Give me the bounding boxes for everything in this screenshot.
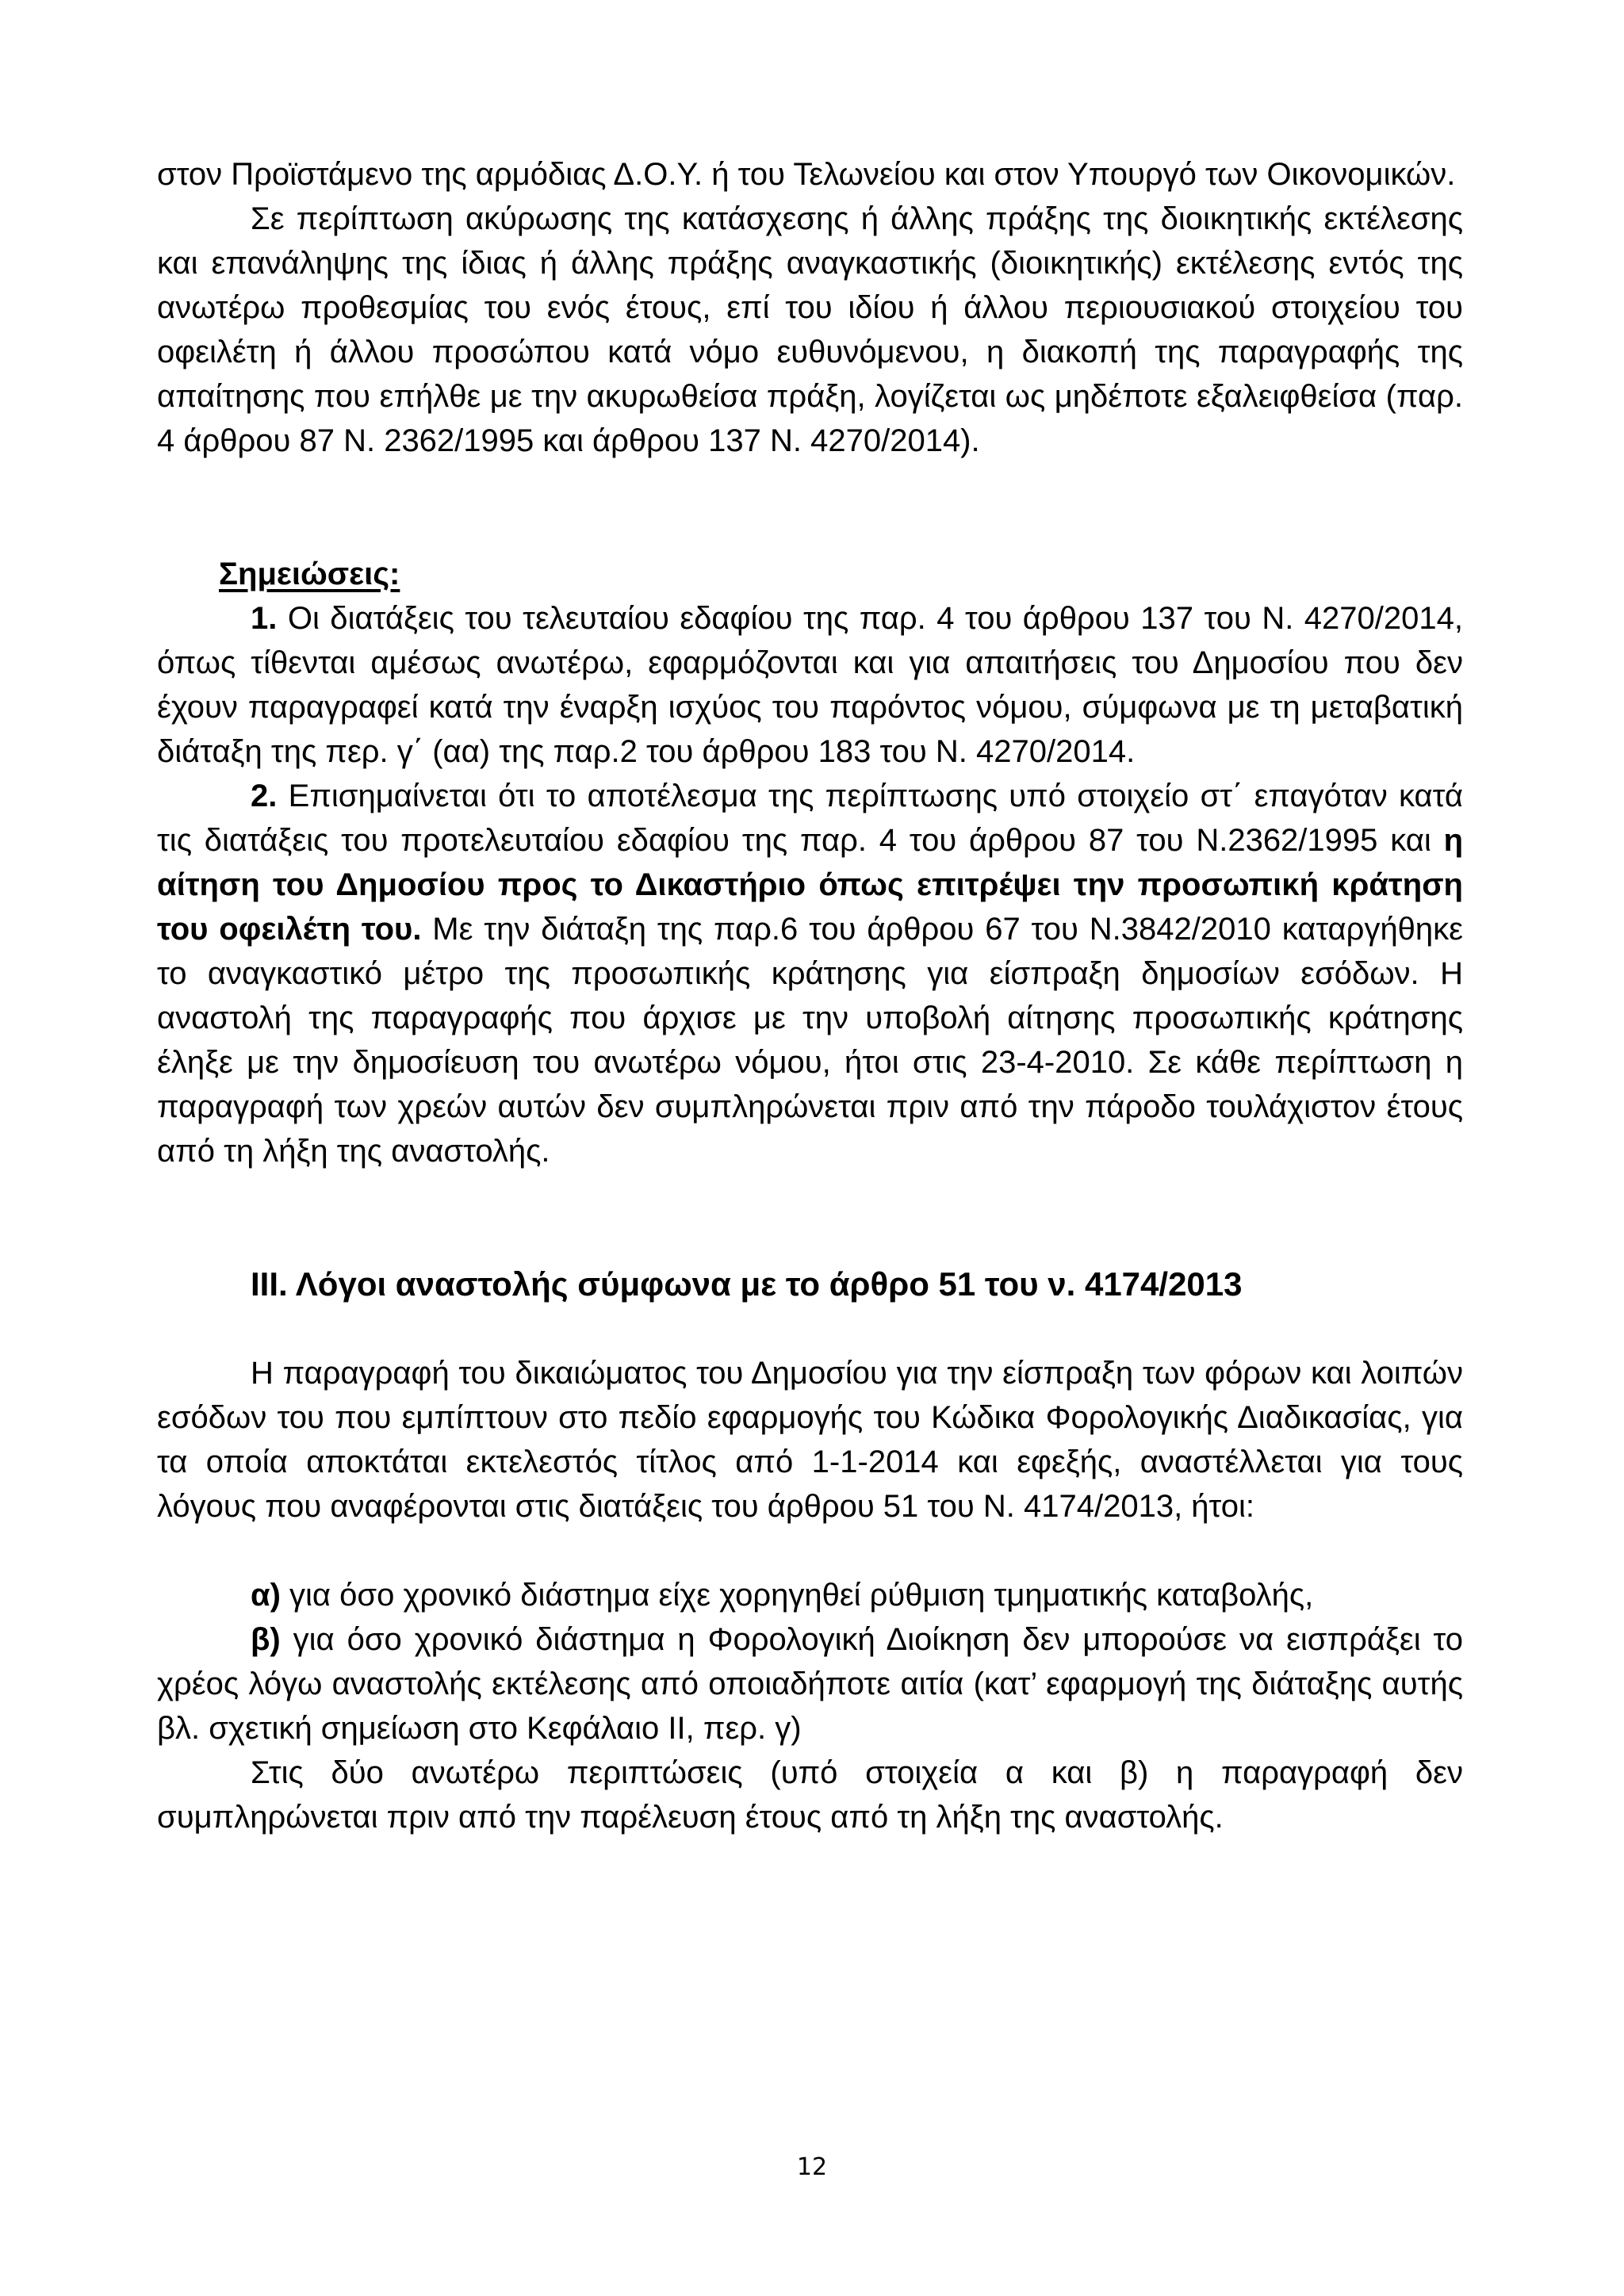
note-1-number: 1. [251,601,278,636]
paragraph-conclusion: Στις δύο ανωτέρω περιπτώσεις (υπό στοιχεία α και β) η παραγραφή δεν συμπληρώνεται πριν από την παρέλευση έτους από τη λήξη της αναστολής. [157,1755,1463,1835]
list-item-b [157,1617,1463,1751]
section-title: ΙΙΙ. Λόγοι αναστολής σύμφωνα με το άρθρο 51 του ν. 4174/2013 [251,1265,1243,1303]
note-2-bold-text: η αίτηση του Δημοσίου προς το Δικαστήριο όπως επιτρέψει την προσωπική κράτηση του οφειλέτη του. [157,823,1463,947]
note-1-text: Οι διατάξεις του τελευταίου εδαφίου της παρ. 4 του άρθρου 137 του Ν. 4270/2014, όπως τίθενται αμέσως ανωτέρω, εφαρμόζονται και για απαιτήσεις του Δημοσίου που δεν έχουν παραγραφεί κατά την έναρξη ισχύος του παρόντος νόμου, σύμφωνα με τη μεταβατική διάταξη της περ. γ΄ (αα) της παρ.2 του άρθρου 183 του Ν. 4270/2014. [157,601,1463,769]
page-body [157,152,1463,1839]
notes-title: Σημειώσεις: [219,557,400,591]
note-2 [157,774,1463,1173]
note-2-text-b: Με την διάταξη της παρ.6 του άρθρου 67 του Ν.3842/2010 καταργήθηκε το αναγκαστικό μέτρο της προσωπικής κράτησης για είσπραξη δημοσίων εσόδων. Η αναστολή της παραγραφής που άρχισε με την υποβολή αίτησης προσωπικής κράτησης έληξε με την δημοσίευση του ανωτέρω νόμου, ήτοι στις 23-4-2010. Σε κάθε περίπτωση η παραγραφή των χρεών αυτών δεν συμπληρώνεται πριν από την πάροδο τουλάχιστον έτους από τη λήξη της αναστολής. [157,912,1464,1169]
note-2-text-a: Επισημαίνεται ότι το αποτέλεσμα της περίπτωσης υπό στοιχείο στ΄ επαγόταν κατά τις διατάξεις του προτελευταίου εδαφίου της παρ. 4 του άρθρου 87 του Ν.2362/1995 και [157,779,1463,858]
item-b-label: β) [251,1622,281,1657]
page-number: 12 [796,2153,828,2181]
note-1 [157,596,1463,774]
item-a-text: για όσο χρονικό διάστημα είχε χορηγηθεί ρύθμιση τμηματικής καταβολής, [280,1578,1314,1613]
paragraph-suspension: Η παραγραφή του δικαιώματος του Δημοσίου για την είσπραξη των φόρων και λοιπών εσόδων του που εμπίπτουν στο πεδίο εφαρμογής του Κώδικα Φορολογικής Διαδικασίας, για τα οποία αποκτάται εκτελεστός τίτλος από 1-1-2014 και εφεξής, αναστέλλεται για τους λόγους που αναφέρονται στις διατάξεις του άρθρου 51 του Ν. 4174/2013, ήτοι: [157,1356,1463,1524]
item-a-label: α) [251,1578,281,1613]
list-item-a [157,1573,1463,1617]
note-2-number: 2. [251,779,278,813]
paragraph-annulment: Σε περίπτωση ακύρωσης της κατάσχεσης ή άλλης πράξης της διοικητικής εκτέλεσης και επανάληψης της ίδιας ή άλλης πράξης αναγκαστικής (διοικητικής) εκτέλεσης εντός της ανωτέρω προθεσμίας του ενός έτους, επί του ιδίου ή άλλου περιουσιακού στοιχείου του οφειλέτη ή άλλου προσώπου κατά νόμο ευθυνόμενου, η διακοπή της παραγραφής της απαίτησης που επήλθε με την ακυρωθείσα πράξη, λογίζεται ως μηδέποτε εξαλειφθείσα (παρ. 4 άρθρου 87 Ν. 2362/1995 και άρθρου 137 Ν. 4270/2014). [157,201,1463,458]
paragraph-ministry: στον Προϊστάμενο της αρμόδιας Δ.Ο.Υ. ή του Τελωνείου και στον Υπουργό των Οικονομικών. [157,157,1456,192]
item-b-text: για όσο χρονικό διάστημα η Φορολογική Διοίκηση δεν μπορούσε να εισπράξει το χρέος λόγω αναστολής εκτέλεσης από οποιαδήποτε αιτία (κατ’ εφαρμογή της διάταξης αυτής βλ. σχετική σημείωση στο Κεφάλαιο ΙΙ, περ. γ) [157,1622,1463,1746]
notes-heading [157,552,1463,596]
